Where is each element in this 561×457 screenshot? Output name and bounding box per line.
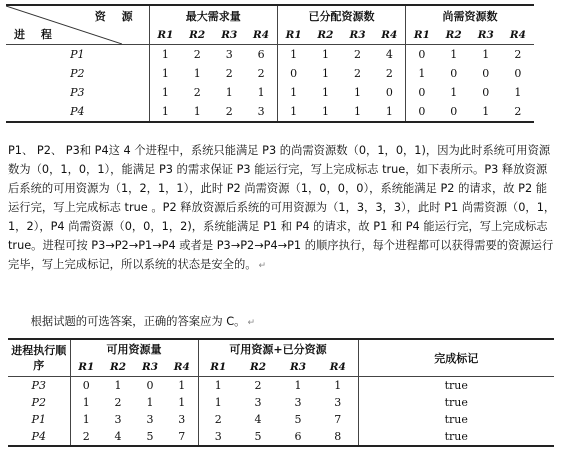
max-cell: 2 (225, 105, 233, 118)
avail-cell: 2 (114, 396, 122, 409)
avail-cell: 3 (114, 413, 122, 426)
need-cell: 2 (514, 105, 522, 118)
completion-table-grid (8, 338, 554, 447)
alloc-cell: 1 (354, 86, 361, 99)
done-flag-cell: true (358, 394, 554, 411)
alloc-cell: 1 (277, 83, 309, 102)
alloc-cell: 1 (321, 105, 329, 118)
explanation-paragraph (8, 141, 556, 276)
sum-cell: 3 (254, 396, 262, 409)
avail-cell: 3 (146, 413, 154, 426)
max-cell: 1 (257, 86, 265, 99)
max-cell: 1 (149, 102, 181, 122)
sub-header-r4: R4 (381, 28, 398, 41)
need-cell: 1 (450, 48, 458, 61)
paragraph-mark: ↵ (258, 261, 267, 271)
avail-cell: 7 (178, 430, 186, 443)
resource-table-body (6, 45, 534, 123)
sub-header-r2: R2 (109, 361, 127, 373)
max-cell: 1 (149, 83, 181, 102)
sub-header-r1: R1 (277, 25, 309, 45)
max-cell: 2 (193, 86, 201, 99)
process-name-cell: P4 (70, 105, 85, 118)
process-name-cell: P1 (70, 48, 85, 61)
answer-text: 根据试题的可选答案，正确的答案应为 C。 (30, 315, 246, 328)
process-name-cell: P2 (31, 396, 46, 409)
avail-cell: 0 (146, 379, 154, 392)
sub-header-r2: R2 (249, 361, 267, 373)
max-cell: 3 (257, 105, 265, 118)
sum-cell: 4 (254, 413, 262, 426)
table-row (6, 102, 534, 122)
completion-table-body (8, 377, 554, 447)
alloc-cell: 1 (277, 102, 309, 122)
avail-cell: 1 (114, 379, 122, 392)
table-row (8, 377, 554, 395)
sub-header-r4: R4 (253, 28, 270, 41)
sum-cell: 2 (254, 379, 262, 392)
sum-cell: 1 (294, 379, 302, 392)
sub-header-r4: R4 (173, 361, 190, 373)
corner-cell (6, 5, 149, 45)
need-cell: 2 (514, 48, 522, 61)
avail-cell: 4 (114, 430, 122, 443)
sub-header-r2: R2 (189, 28, 206, 41)
alloc-cell: 1 (385, 105, 393, 118)
sub-header-r2: R2 (445, 28, 462, 41)
alloc-cell: 0 (277, 64, 309, 83)
max-cell: 1 (193, 67, 201, 80)
sub-header-r3: R3 (349, 28, 366, 41)
col-header-process: 进程执行顺序 (8, 339, 70, 377)
table-row (6, 83, 534, 102)
max-cell: 3 (225, 48, 233, 61)
sub-header-r1: R1 (149, 25, 181, 45)
avail-cell: 1 (70, 411, 102, 428)
alloc-cell: 2 (354, 67, 361, 80)
need-cell: 0 (450, 67, 458, 80)
done-flag-cell: true (358, 428, 554, 446)
max-cell: 1 (149, 45, 181, 65)
table-row (8, 411, 554, 428)
sub-header-r3: R3 (477, 28, 494, 41)
sum-cell: 1 (334, 379, 342, 392)
sum-cell: 1 (198, 394, 238, 411)
avail-cell: 1 (178, 379, 186, 392)
process-name-cell: P3 (70, 86, 85, 99)
need-cell: 0 (406, 83, 438, 102)
col-header-done: 完成标记 (358, 339, 554, 377)
need-cell: 0 (482, 67, 490, 80)
need-cell: 0 (514, 67, 522, 80)
sub-header-r4: R4 (509, 28, 526, 41)
process-name-cell: P3 (31, 379, 46, 392)
sub-header-r4: R4 (329, 361, 346, 373)
need-cell: 1 (482, 105, 490, 118)
max-cell: 2 (257, 67, 265, 80)
alloc-cell: 0 (385, 86, 393, 99)
need-cell: 0 (450, 105, 458, 118)
table-row (6, 64, 534, 83)
paragraph-mark: ↵ (247, 318, 255, 328)
max-cell: 1 (225, 86, 233, 99)
done-flag-cell: true (358, 377, 554, 395)
need-cell: 1 (406, 64, 438, 83)
max-cell: 2 (193, 48, 201, 61)
resource-table (6, 4, 534, 130)
table-row (8, 428, 554, 446)
sub-header-r1: R1 (70, 358, 102, 377)
process-name-cell: P2 (70, 67, 85, 80)
avail-cell: 5 (146, 430, 154, 443)
alloc-cell: 2 (354, 48, 361, 61)
avail-cell: 2 (70, 428, 102, 446)
table-row (6, 45, 534, 65)
alloc-cell: 1 (321, 48, 329, 61)
sum-cell: 6 (294, 430, 302, 443)
alloc-cell: 4 (385, 48, 393, 61)
avail-cell: 0 (70, 377, 102, 395)
corner-label-resource: 资 源 (94, 10, 139, 23)
group-header-max: 最大需求量 (149, 5, 277, 25)
col-header-available: 可用资源量 (70, 339, 198, 358)
completion-table (8, 338, 554, 447)
sum-cell: 2 (198, 411, 238, 428)
process-name-cell: P1 (31, 413, 46, 426)
avail-cell: 1 (178, 396, 186, 409)
need-cell: 0 (482, 86, 490, 99)
done-flag-cell: true (358, 411, 554, 428)
group-header-alloc: 已分配资源数 (277, 5, 405, 25)
sum-cell: 5 (294, 413, 302, 426)
sub-header-r1: R1 (406, 25, 438, 45)
sum-cell: 3 (294, 396, 302, 409)
explanation-text: P1、 P2、 P3和 P4这 4 个进程中，系统只能满足 P3 的尚需资源数（0，1，0，1)，因为此时系统可用资源数为（0，1，0，1），能满足 P3 的需求保证 P3 能运行完，写上完成标志 true，如下表所示。P3 释放资源后系统的可用资源为（1，2，1，1），此时 P2 尚需资源（1，0，0，0），系统能满足 P2 的请求，故 P2 能运行完，写上完成标志 true 。P2 释放资源后系统的可用资源为（1，3，3，3），此时 P1 尚需资源（0，1，1，2），P4 尚需资源（0，0，1，2)，系统能满足 P1 和 P4 的请求，故 P1 和 P4 能运行完，写上完成标志 true。进程可按 P3→P2→P1→P4 或者是 P3→P2→P4→P1 的顺序执行，每个进程都可以获得需要的资源运行完毕，写上完成标记，所以系统的状态是安全的。 (8, 144, 556, 271)
need-cell: 1 (482, 48, 490, 61)
sub-header-r3: R3 (141, 361, 159, 373)
avail-cell: 1 (146, 396, 154, 409)
sub-header-r3: R3 (289, 361, 307, 373)
col-header-sum: 可用资源+已分资源 (198, 339, 358, 358)
avail-cell: 3 (178, 413, 186, 426)
sub-header-r1: R1 (198, 358, 238, 377)
max-cell: 6 (257, 48, 265, 61)
process-name-cell: P4 (31, 430, 46, 443)
sum-cell: 1 (198, 377, 238, 395)
group-header-need: 尚需资源数 (406, 5, 534, 25)
answer-paragraph (8, 312, 556, 333)
alloc-cell: 1 (354, 105, 361, 118)
alloc-cell: 2 (385, 67, 393, 80)
need-cell: 0 (406, 45, 438, 65)
sum-cell: 3 (334, 396, 342, 409)
max-cell: 1 (149, 64, 181, 83)
sum-cell: 7 (334, 413, 342, 426)
sum-cell: 3 (198, 428, 238, 446)
sum-cell: 5 (254, 430, 262, 443)
max-cell: 2 (225, 67, 233, 80)
sub-header-r3: R3 (221, 28, 238, 41)
sum-cell: 8 (334, 430, 342, 443)
alloc-cell: 1 (277, 45, 309, 65)
table-row (8, 394, 554, 411)
max-cell: 1 (193, 105, 201, 118)
need-cell: 0 (406, 102, 438, 122)
need-cell: 1 (514, 86, 522, 99)
need-cell: 1 (450, 86, 458, 99)
avail-cell: 1 (70, 394, 102, 411)
alloc-cell: 1 (321, 67, 329, 80)
alloc-cell: 1 (321, 86, 329, 99)
resource-table-grid (6, 4, 534, 123)
corner-label-process: 进 程 (14, 28, 58, 41)
sub-header-r2: R2 (317, 28, 334, 41)
